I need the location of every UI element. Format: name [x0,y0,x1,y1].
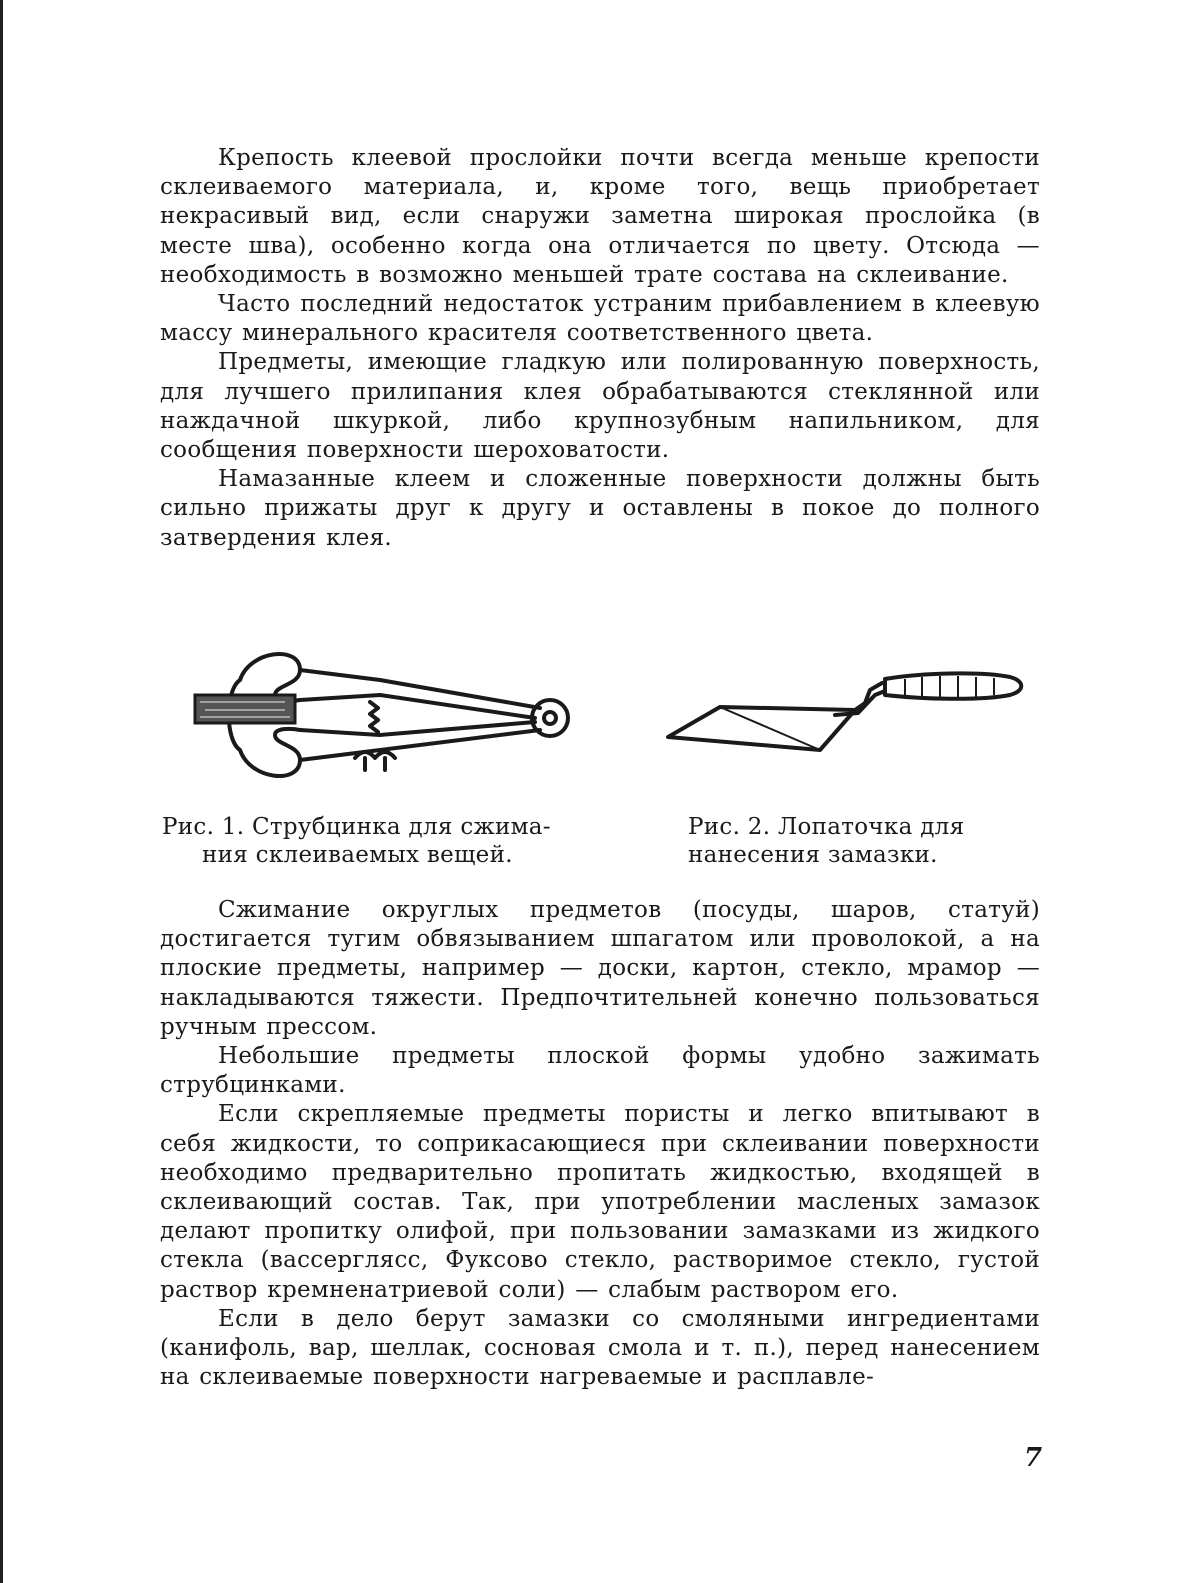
trowel-icon [660,655,1030,765]
paragraph: Часто последний недостаток устраним прибавлением в клеевую массу минерального красителя соответственного цвета. [160,290,1040,348]
paragraph: Намазанные клеем и сложенные поверхности должны быть сильно прижаты друг к другу и оставлены в покое до полного затвердения клея. [160,465,1040,553]
paragraph: Сжимание округлых предметов (посуды, шаров, статуй) достигается тугим обвязыванием шпагатом или проволокой, а на плоские предметы, например — доски, картон, стекло, мрамор — накладываются тяжести. Предпочтительней конечно пользоваться ручным прессом. [160,896,1040,1042]
figure-2-caption [688,813,1028,869]
caption-line: Рис. 2. Лопаточка для [688,814,964,840]
caption-line: ния склеиваемых вещей. [162,841,622,869]
page-edge [0,0,3,1583]
caption-line: нанесения замазки. [688,841,1028,869]
trowel-illustration [660,655,1030,765]
paragraph: Небольшие предметы плоской формы удобно зажимать струбцинками. [160,1042,1040,1100]
paragraph: Если скрепляемые предметы пористы и легко впитывают в себя жидкости, то соприкасающиеся при склеивании поверхности необходимо предварительно пропитать жидкостью, входящей в склеивающий состав. Так, при употреблении масленых замазок делают пропитку олифой, при пользовании замазками из жидкого стекла (вассерглясс, Фуксово стекло, растворимое стекло, густой раствор кремненатриевой соли) — слабым раствором его. [160,1100,1040,1304]
paragraph: Крепость клеевой прослойки почти всегда меньше крепости склеиваемого материала, и, кроме того, вещь приобретает некрасивый вид, если снаружи заметна широкая прослойка (в месте шва), особенно когда она отличается по цвету. Отсюда — необходимость в возможно меньшей трате состава на склеивание. [160,144,1040,290]
clamp-icon [180,640,590,790]
paragraph: Если в дело берут замазки со смоляными ингредиентами (канифоль, вар, шеллак, сосновая смола и т. п.), перед нанесением на склеиваемые поверхности нагреваемые и расплавле- [160,1305,1040,1393]
paragraph: Предметы, имеющие гладкую или полированную поверхность, для лучшего прилипания клея обрабатываются стеклянной или наждачной шкуркой, либо крупнозубным напильником, для сообщения поверхности шероховатости. [160,348,1040,465]
page-number: 7 [1024,1443,1042,1473]
caption-line: Рис. 1. Струбцинка для сжима- [162,814,551,840]
text-block-top [160,144,1040,553]
text-block-bottom [160,896,1040,1392]
figure-1-caption [162,813,622,869]
clamp-illustration [180,640,590,790]
